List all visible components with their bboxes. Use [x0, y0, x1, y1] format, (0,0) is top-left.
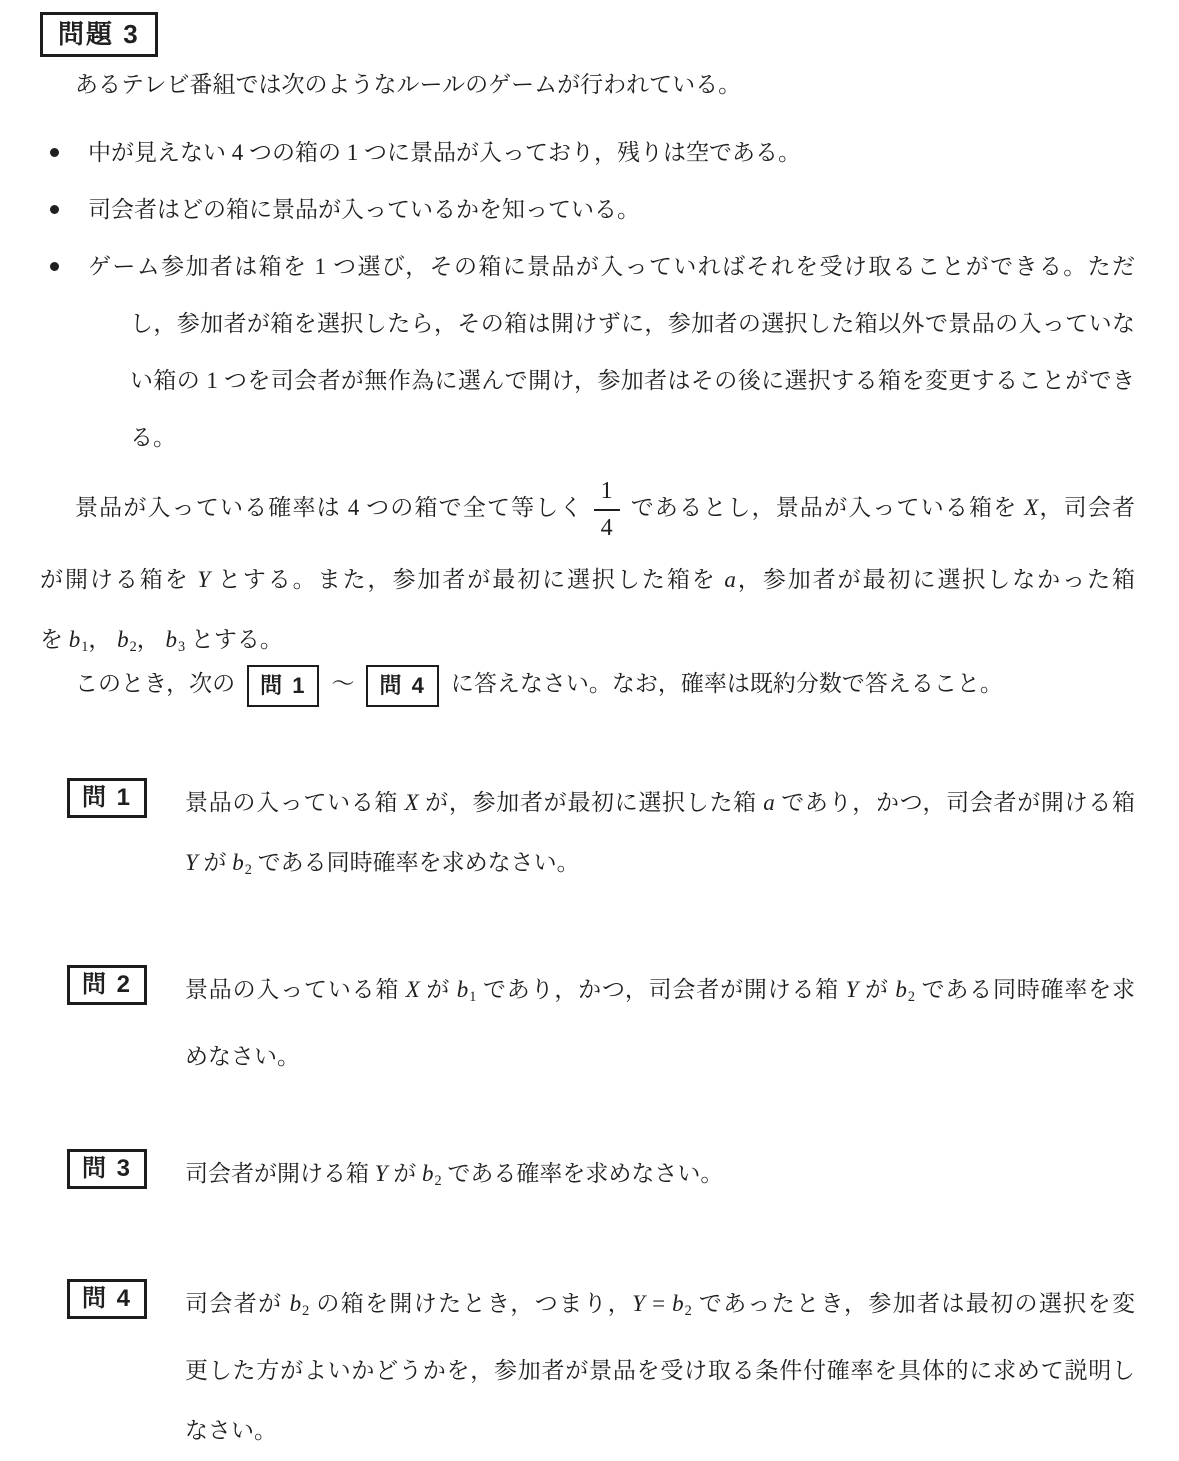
text-run: が [197, 849, 233, 875]
bullet-text-line: 司会者はどの箱に景品が入っているかを知っている。 [88, 197, 640, 222]
var-y: Y [374, 1160, 388, 1186]
ask-line [75, 661, 1135, 707]
question-ref-box-1 [247, 665, 319, 707]
question-label-box [67, 778, 147, 818]
bullet-text-line: ゲーム参加者は箱を 1 つ選び，その箱に景品が入っていればそれを受け取ることができる。ただ [88, 254, 1135, 279]
question-line [185, 833, 1135, 900]
question-body [185, 773, 1135, 900]
fraction-denominator: 4 [594, 509, 620, 543]
var-b2: b [895, 976, 907, 1002]
bullet-item [40, 124, 1135, 181]
var-subscript: 1 [81, 638, 89, 655]
question-label: 問 4 [82, 1284, 133, 1312]
bullet-icon [50, 262, 59, 271]
var-subscript: 2 [434, 1172, 442, 1189]
text-run: 景品が入っている確率は 4 つの箱で全て等しく [75, 495, 584, 520]
var-subscript: 1 [469, 988, 477, 1005]
var-subscript: 3 [178, 638, 186, 655]
fraction [594, 477, 620, 543]
text-run: 司会者が開ける箱 [185, 1160, 375, 1186]
question-block-4 [40, 1274, 1135, 1461]
bullet-text-line: 中が見えない 4 つの箱の 1 つに景品が入っており，残りは空である。 [88, 140, 801, 165]
var-b1: b [68, 627, 81, 652]
problem-number-box [40, 12, 158, 57]
question-line [185, 960, 1135, 1027]
bullet-icon [50, 205, 59, 214]
bullet-text-line: い箱の 1 つを司会者が無作為に選んで開け，参加者はその後に選択する箱を変更することができ [130, 368, 1135, 393]
text-run: ，参加者が最初に選択しなかった箱 [735, 567, 1136, 592]
question-line [185, 1144, 1135, 1211]
text-run: ， [88, 627, 118, 652]
var-a: a [763, 789, 775, 815]
question-block-3 [40, 1144, 1135, 1211]
var-x: X [404, 789, 419, 815]
text-run: の箱を開けたとき，つまり， [309, 1290, 633, 1316]
text-run: あるテレビ番組では次のようなルールのゲームが行われている。 [75, 72, 742, 97]
text-run: ， [136, 627, 166, 652]
text-run: 景品の入っている箱 [185, 789, 405, 815]
var-b1: b [456, 976, 469, 1002]
text-run: とする。 [185, 627, 283, 652]
question-label-box [67, 1279, 147, 1319]
var-subscript: 2 [907, 988, 916, 1005]
question-label: 問 1 [82, 783, 133, 811]
question-ref-box-4 [366, 665, 438, 707]
var-subscript: 2 [684, 1302, 692, 1319]
bullet-icon [50, 148, 59, 157]
var-b3: b [165, 627, 177, 652]
text-run: このとき，次の [75, 670, 236, 696]
text-run: であるとし，景品が入っている箱を [629, 495, 1025, 520]
question-body [185, 1274, 1135, 1461]
bullet-text-line: る。 [130, 425, 176, 450]
question-line [185, 773, 1135, 833]
var-y: Y [845, 976, 859, 1002]
bullet-text-line: し，参加者が箱を選択したら，その箱は開けずに，参加者の選択した箱以外で景品の入っていな [130, 311, 1135, 336]
bullet-item [40, 181, 1135, 238]
setup-paragraph [40, 466, 1135, 677]
text-run: が，参加者が最初に選択した箱 [418, 789, 764, 815]
var-x: X [1024, 495, 1039, 520]
var-subscript: 2 [302, 1302, 310, 1319]
question-label-box [67, 1149, 147, 1189]
text-run: が開ける箱を [40, 567, 198, 592]
var-a: a [724, 567, 736, 592]
text-run: である確率を求めなさい。 [441, 1160, 724, 1186]
setup-line [75, 466, 1135, 550]
text-run: 景品の入っている箱 [185, 976, 406, 1002]
question-label: 問 3 [82, 1154, 133, 1182]
problem-number-label: 問題 3 [58, 19, 140, 49]
question-line [185, 1274, 1135, 1341]
question-line: なさい。 [185, 1417, 277, 1443]
var-y: Y [632, 1290, 645, 1316]
text-run: が [858, 976, 896, 1002]
question-ref-label: 問 1 [260, 672, 307, 698]
var-subscript: 2 [244, 861, 252, 878]
question-body [185, 960, 1135, 1087]
tilde-separator: ～ [331, 670, 355, 696]
setup-line [40, 550, 1135, 610]
text-run: であり，かつ，司会者が開ける箱 [774, 789, 1135, 815]
text-run: とする。また，参加者が最初に選択した箱を [210, 567, 725, 592]
var-x: X [405, 976, 420, 1002]
bullet-item [40, 238, 1135, 466]
intro-paragraph [75, 70, 1135, 100]
var-b2: b [422, 1160, 434, 1186]
var-b2: b [232, 849, 244, 875]
text-run: である同時確率を求 [915, 976, 1136, 1002]
question-label: 問 2 [82, 970, 133, 998]
bullet-list [40, 124, 1135, 466]
var-b2: b [289, 1290, 302, 1316]
question-ref-label: 問 4 [379, 672, 426, 698]
var-y: Y [197, 567, 211, 592]
question-block-2 [40, 960, 1135, 1087]
text-run: が [387, 1160, 423, 1186]
var-b2: b [117, 627, 129, 652]
question-block-1 [40, 773, 1135, 900]
question-line: めなさい。 [185, 1043, 300, 1069]
text-run: 司会者が [185, 1290, 290, 1316]
text-run: に答えなさい。なお，確率は既約分数で答えること。 [450, 670, 1003, 696]
equals-sign: = [644, 1290, 673, 1316]
text-run: が [419, 976, 457, 1002]
var-b2: b [672, 1290, 684, 1316]
question-label-box [67, 965, 147, 1005]
text-run: ，司会者 [1038, 495, 1136, 520]
fraction-numerator: 1 [600, 477, 613, 504]
question-line: 更した方がよいかどうかを，参加者が景品を受け取る条件付確率を具体的に求めて説明し [185, 1357, 1135, 1383]
var-subscript: 2 [129, 638, 137, 655]
text-run: であり，かつ，司会者が開ける箱 [476, 976, 846, 1002]
text-run: である同時確率を求めなさい。 [251, 849, 580, 875]
text-run: であったとき，参加者は最初の選択を変 [691, 1290, 1135, 1316]
text-run: を [40, 627, 69, 652]
question-body [185, 1144, 1135, 1211]
var-y: Y [185, 849, 198, 875]
